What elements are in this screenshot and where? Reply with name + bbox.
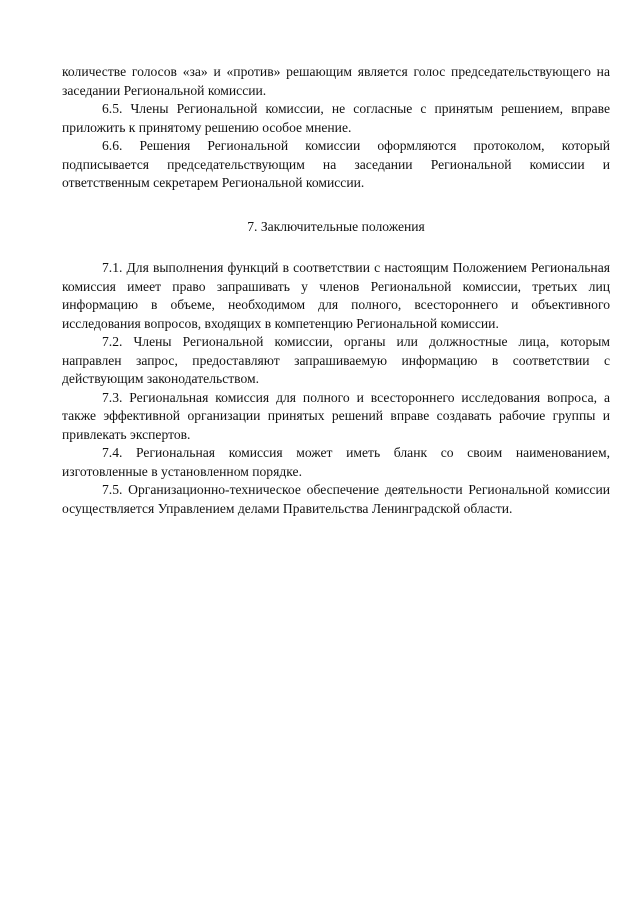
paragraph-7-4: 7.4. Региональная комиссия может иметь бланк со своим наименованием, изготовленные в установленном порядке. bbox=[62, 445, 610, 479]
paragraph-7-1: 7.1. Для выполнения функций в соответствии с настоящим Положением Региональная комиссия имеет право запрашивать у членов Региональной комиссии, третьих лиц информацию в объеме, необходимом для полного, всестороннего и объективного исследования вопросов, входящих в компетенцию Региональной комиссии. bbox=[62, 260, 610, 331]
document-page bbox=[62, 63, 610, 518]
paragraph-7-5: 7.5. Организационно-техническое обеспечение деятельности Региональной комиссии осуществляется Управлением делами Правительства Ленинградской области. bbox=[62, 482, 610, 516]
paragraph-6-6: 6.6. Решения Региональной комиссии оформляются протоколом, который подписывается председательствующим на заседании Региональной комиссии и ответственным секретарем Региональной комиссии. bbox=[62, 138, 610, 190]
section-7-heading: 7. Заключительные положения bbox=[247, 218, 425, 234]
paragraph-7-3: 7.3. Региональная комиссия для полного и всестороннего исследования вопроса, а также эффективной организации принятых решений вправе создавать рабочие группы и привлекать экспертов. bbox=[62, 389, 610, 442]
paragraph-7-2: 7.2. Члены Региональной комиссии, органы или должностные лица, которым направлен запрос, предоставляют запрашиваемую информацию в соответствии с действующим законодательством. bbox=[62, 334, 610, 386]
paragraph-6-4-continuation: количестве голосов «за» и «против» решающим является голос председательствующего на заседании Региональной комиссии. bbox=[62, 64, 610, 98]
paragraph-6-5: 6.5. Члены Региональной комиссии, не согласные с принятым решением, вправе приложить к принятому решению особое мнение. bbox=[62, 101, 610, 135]
